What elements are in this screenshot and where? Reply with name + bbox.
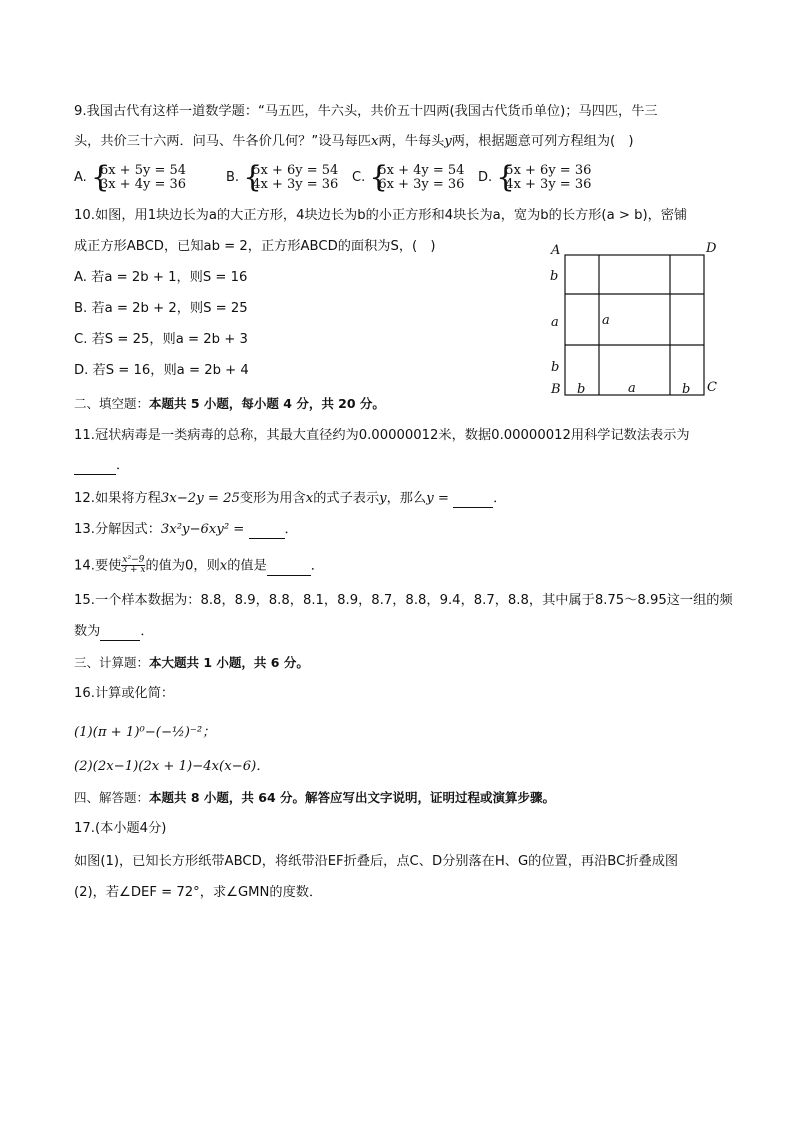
q12-line: 12.如果将方程3x−2y = 25变形为用含x的式子表示y，那么y = ． [74, 491, 507, 506]
option-label: C. [352, 170, 366, 185]
side-label: b [577, 382, 586, 397]
q10-option-c[interactable]: C. 若S = 25，则a = 2b + 3 [74, 332, 248, 347]
side-label: b [682, 382, 691, 397]
q16-title: 16.计算或化简： [74, 686, 175, 701]
corner-d-label: D [706, 241, 717, 256]
option-label: D. [478, 170, 493, 185]
section-3-heading: 三、计算题：本大题共 1 小题，共 6 分。 [74, 655, 309, 670]
side-label: a [628, 381, 636, 396]
equation-system: { 5x + 4y = 54 6x + 3y = 36 [369, 160, 465, 194]
q9-option-c[interactable] [352, 160, 465, 194]
q9-var-y: y [444, 134, 452, 149]
q9-var-x: x [370, 134, 379, 149]
q10-line1: 10.如图，用1块边长为a的大正方形，4块边长为b的小正方形和4块长为a，宽为b的长方形(a > b)，密铺 [74, 208, 688, 223]
q9-text-b: 两，牛每头 [378, 134, 445, 149]
q9-text-c: 两，根据题意可列方程组为( ) [451, 134, 634, 149]
answer-blank[interactable] [267, 561, 311, 576]
q9-text-a: 头，共价三十六两．问马、牛各价几何？”设马每匹 [74, 134, 371, 149]
expression: 3x²y−6xy² = [160, 522, 245, 537]
q13-line: 13.分解因式：3x²y−6xy² = ． [74, 522, 298, 537]
equation-system: { 6x + 5y = 54 3x + 4y = 36 [90, 160, 187, 194]
option-label: B. [226, 170, 240, 185]
q11-line1: 11.冠状病毒是一类病毒的总称，其最大直径约为0.00000012米，数据0.00000012用科学记数法表示为 [74, 428, 690, 443]
corner-b-label: B [551, 382, 561, 397]
q14-line: 14.要使 $\frac{\text{x²−9}}{3 + x}$ 的值为0，则x的值是 ． [74, 555, 324, 575]
option-label: A. [74, 170, 87, 185]
q10-square-figure [540, 238, 730, 398]
q17-line1: 如图(1)，已知长方形纸带ABCD，将纸带沿EF折叠后，点C、D分别落在H、G的位置，再沿BC折叠成图 [74, 854, 679, 869]
side-label: a [551, 315, 559, 330]
outer-square [565, 255, 704, 395]
q15-line1: 15.一个样本数据为：8.8，8.9，8.8，8.1，8.9，8.7，8.8，9.4，8.7，8.8，其中属于8.75～8.95这一组的频 [74, 593, 733, 608]
q11-line2: ． [74, 457, 129, 475]
q9-option-d[interactable] [478, 160, 592, 194]
q10-option-d[interactable]: D. 若S = 16，则a = 2b + 4 [74, 363, 249, 378]
q17-line2: (2)，若∠DEF = 72°，求∠GMN的度数． [74, 885, 323, 900]
answer-blank[interactable] [100, 626, 140, 641]
q9-option-b[interactable] [226, 160, 339, 194]
q9-line2 [74, 133, 634, 151]
q16-part1: (1)(π + 1)⁰−(−½)⁻²； [74, 725, 216, 740]
q10-line2: 成正方形ABCD，已知ab = 2，正方形ABCD的面积为S，( ) [74, 239, 436, 254]
equation-system: { 5x + 6y = 54 4x + 3y = 36 [243, 160, 339, 194]
section-2-heading: 二、填空题：本题共 5 小题，每小题 4 分，共 20 分。 [74, 396, 385, 411]
equation-system: { 5x + 6y = 36 4x + 3y = 36 [496, 160, 592, 194]
answer-blank[interactable] [453, 493, 493, 508]
fraction: $\frac{\text{x²−9}}{3 + x}$ [121, 555, 146, 575]
section-4-heading: 四、解答题：本题共 8 小题，共 64 分。解答应写出文字说明，证明过程或演算步骤。 [74, 790, 556, 805]
center-label: a [602, 313, 610, 328]
q17-title: 17.(本小题4分) [74, 821, 167, 836]
q9-line1: 9.我国古代有这样一道数学题：“马五匹，牛六头，共价五十四两(我国古代货币单位)；马四匹，牛三 [74, 104, 658, 119]
answer-blank[interactable] [74, 460, 116, 475]
side-label: b [550, 269, 559, 284]
corner-c-label: C [707, 380, 717, 395]
side-label: b [551, 360, 560, 375]
q10-option-a[interactable]: A. 若a = 2b + 1，则S = 16 [74, 270, 248, 285]
corner-a-label: A [551, 243, 561, 258]
q9-option-a[interactable] [74, 160, 187, 194]
answer-blank[interactable] [249, 524, 285, 539]
equation: 3x−2y = 25 [160, 491, 240, 506]
q15-line2: 数为 ． [74, 624, 154, 639]
q10-option-b[interactable]: B. 若a = 2b + 2，则S = 25 [74, 301, 248, 316]
q16-part2: (2)(2x−1)(2x + 1)−4x(x−6)． [74, 759, 270, 774]
